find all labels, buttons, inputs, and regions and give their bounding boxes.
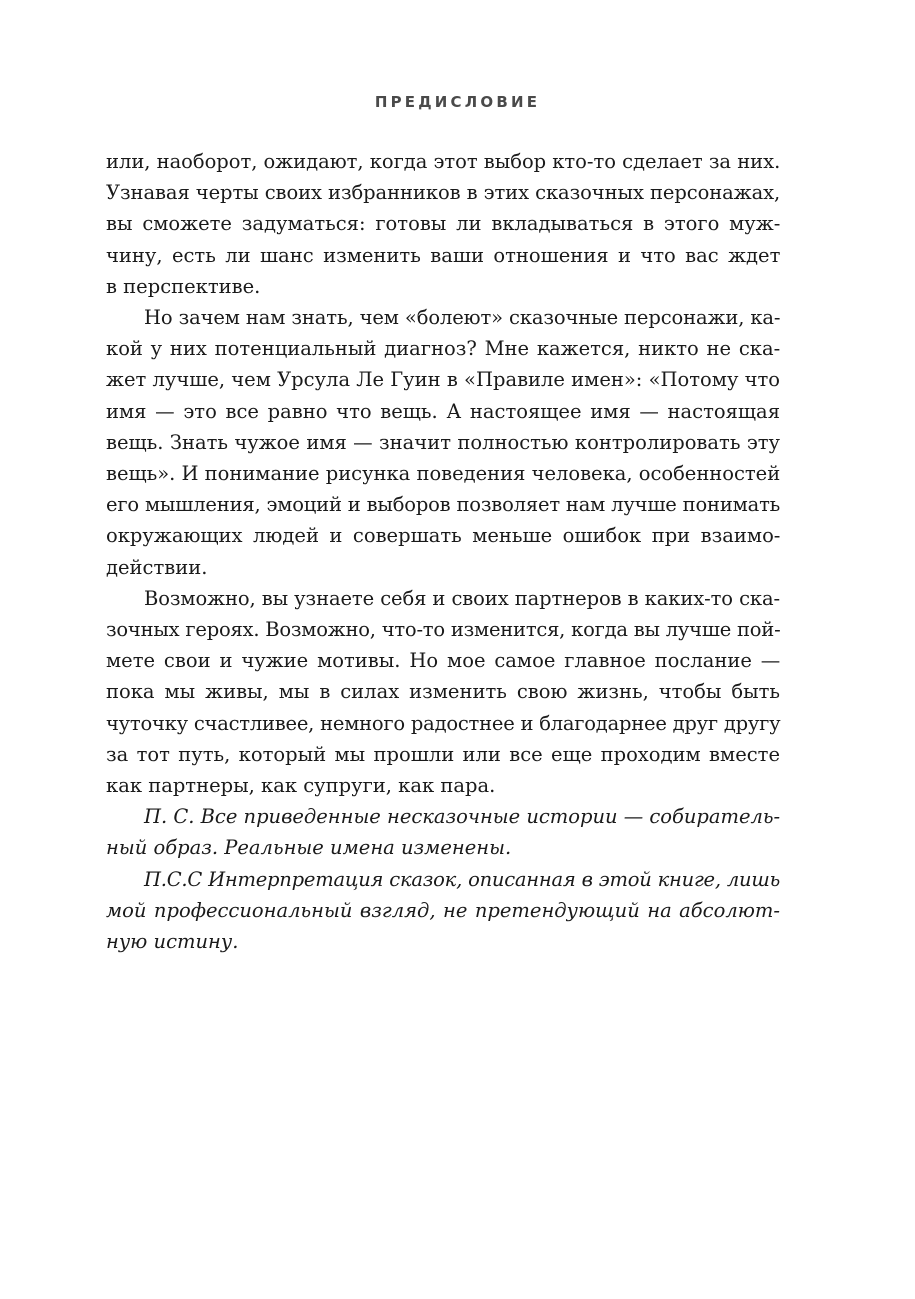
text-line: в перспективе.: [106, 274, 261, 298]
text-line: как партнеры, как супруги, как пара.: [106, 774, 496, 798]
text-line: пока мы живы, мы в силах изменить свою жизнь, чтобы быть: [106, 680, 780, 704]
text-line: мете свои и чужие мотивы. Но мое самое главное послание —: [106, 649, 781, 673]
paragraph-1: [106, 146, 780, 302]
text-line: жет лучше, чем Урсула Ле Гуин в «Правиле имен»: «Потому что: [106, 368, 781, 392]
text-line: его мышления, эмоций и выборов позволяет нам лучше понимать: [106, 493, 781, 517]
text-line: П. С. Все приведенные несказочные истории — собиратель-: [144, 805, 781, 829]
text-line: Возможно, вы узнаете себя и своих партнеров в каких-то ска-: [144, 586, 780, 610]
body-text: [106, 146, 780, 957]
text-line: за тот путь, который мы прошли или все еще проходим вместе: [106, 742, 780, 766]
text-line: вещь. Знать чужое имя — значит полностью контролировать эту: [106, 430, 780, 454]
paragraph-2: [106, 302, 780, 583]
text-line: ный образ. Реальные имена изменены.: [106, 836, 512, 860]
text-line: окружающих людей и совершать меньше ошибок при взаимо-: [106, 524, 781, 548]
text-line: П.С.С Интерпретация сказок, описанная в этой книге, лишь: [144, 867, 780, 891]
text-line: Узнавая черты своих избранников в этих сказочных персонажах,: [106, 181, 781, 205]
text-line: вы сможете задуматься: готовы ли вкладываться в этого муж-: [106, 212, 781, 236]
text-line: имя — это все равно что вещь. А настоящее имя — настоящая: [106, 399, 780, 423]
postscript-1: [106, 801, 780, 863]
postscript-2: [106, 864, 780, 958]
text-line: зочных героях. Возможно, что-то изменится, когда вы лучше пой-: [106, 618, 781, 642]
text-line: кой у них потенциальный диагноз? Мне кажется, никто не ска-: [106, 337, 781, 361]
text-line: чину, есть ли шанс изменить ваши отношения и что вас ждет: [106, 243, 781, 267]
running-head: ПРЕДИСЛОВИЕ: [374, 93, 541, 111]
text-line: ную истину.: [106, 930, 239, 954]
text-line: вещь». И понимание рисунка поведения человека, особенностей: [106, 462, 781, 486]
text-line: или, наоборот, ожидают, когда этот выбор кто-то сделает за них.: [106, 150, 781, 173]
text-line: мой профессиональный взгляд, не претендующий на абсолют-: [106, 898, 780, 922]
text-line: действии.: [106, 555, 208, 579]
text-line: чуточку счастливее, немного радостнее и благодарнее друг другу: [106, 711, 781, 735]
text-line: Но зачем нам знать, чем «болеют» сказочные персонажи, ка-: [144, 306, 781, 330]
paragraph-3: [106, 583, 780, 801]
